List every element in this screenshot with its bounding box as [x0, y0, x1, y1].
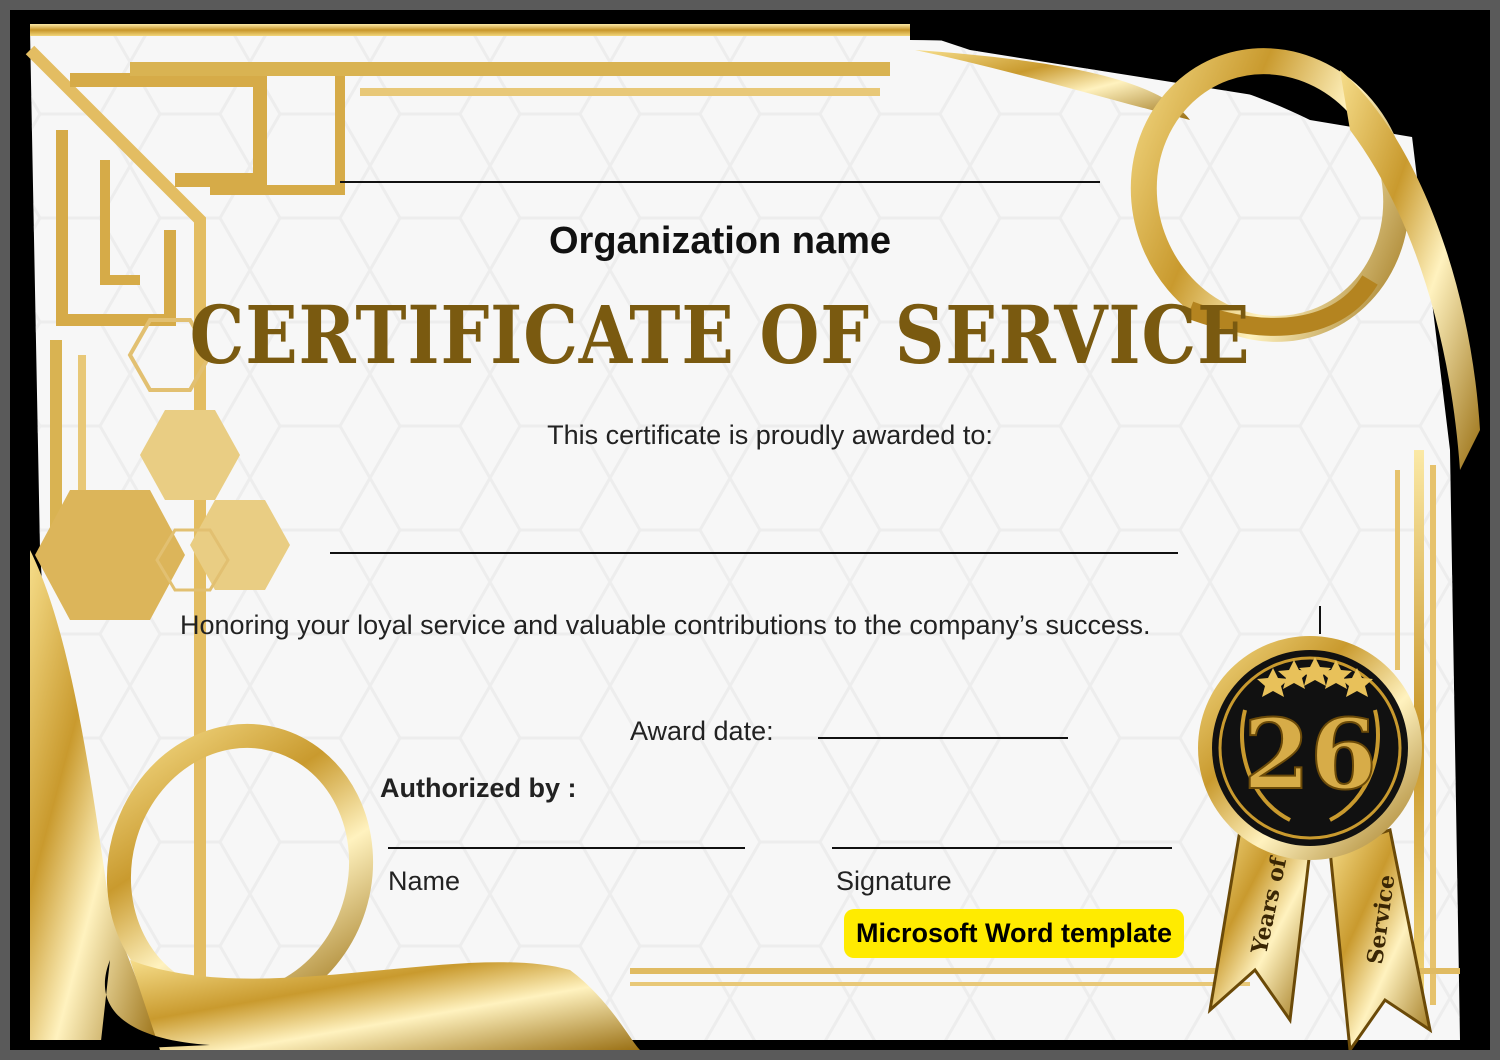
seal-ribbon-left: Years of	[1246, 855, 1293, 957]
template-badge: Microsoft Word template	[844, 909, 1184, 958]
certificate-title[interactable]: CERTIFICATE OF SERVICE	[189, 288, 1251, 382]
seal-ribbon-right: Service	[1362, 873, 1401, 966]
authorized-by-label[interactable]: Authorized by :	[380, 773, 577, 803]
honoring-text[interactable]: Honoring your loyal service and valuable contributions to the company’s success.	[180, 610, 1151, 640]
certificate	[10, 10, 1490, 1050]
award-date-label[interactable]: Award date:	[630, 716, 774, 746]
signature-label[interactable]: Signature	[836, 866, 952, 896]
certificate-artwork	[10, 10, 1490, 1050]
seal-years: 26	[1243, 698, 1377, 811]
awarded-text[interactable]: This certificate is proudly awarded to:	[547, 420, 993, 450]
name-label[interactable]: Name	[388, 866, 461, 896]
organization-name[interactable]: Organization name	[548, 220, 892, 262]
